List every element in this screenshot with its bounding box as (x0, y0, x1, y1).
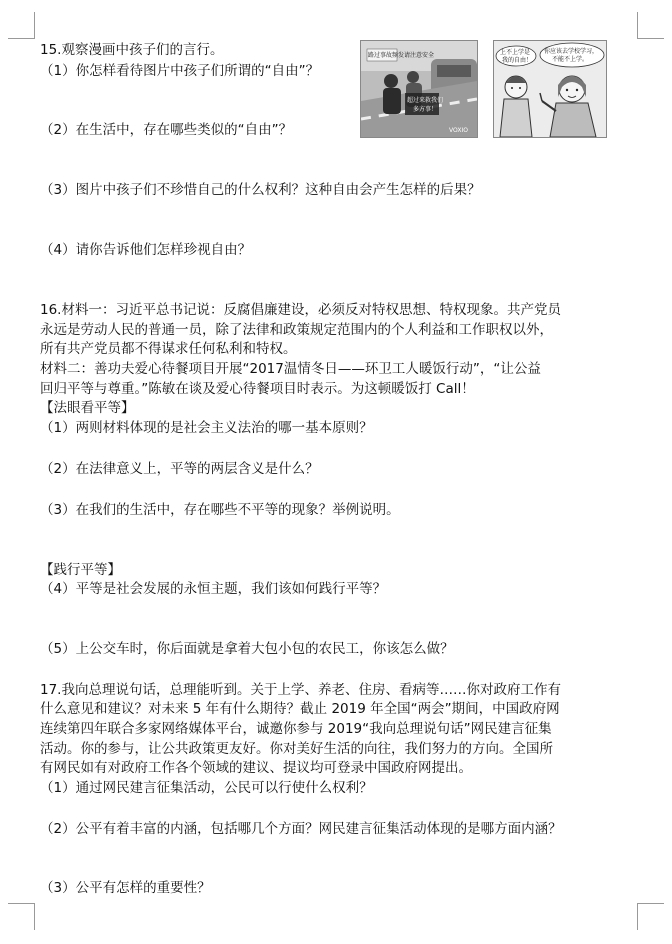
crop-mark-bottom-right (637, 903, 664, 930)
q16-sub3: （3）在我们的生活中，存在哪些不平等的现象？举例说明。 (40, 502, 400, 518)
q17-material-line1: 17.我向总理说句话，总理能听到。关于上学、养老、住房、看病等……你对政府工作有 (40, 682, 561, 698)
q17-material-line5: 有网民如有对政府工作各个领域的建议、提议均可登录中国政府网提出。 (40, 760, 472, 776)
q16-sub4: （4）平等是社会发展的永恒主题，我们该如何践行平等？ (40, 581, 387, 597)
comic1-caption-2: 多方事！ (413, 106, 438, 113)
comic2-bubble-left-2: 我的自由！ (502, 57, 533, 64)
crop-mark-top-right (637, 12, 664, 39)
q16-section-law-equality: 【法眼看平等】 (40, 400, 135, 416)
comic2-bubble-right-1: 你应该去学校学习， (544, 48, 599, 55)
q15-sub4: （4）请你告诉他们怎样珍视自由？ (40, 242, 252, 258)
q16-sub2: （2）在法律意义上，平等的两层含义是什么？ (40, 461, 319, 477)
q15-sub3: （3）图片中孩子们不珍惜自己的什么权利？这种自由会产生怎样的后果？ (40, 182, 481, 198)
comic1-sign-text: 路过事故频发请注意安全 (368, 52, 435, 59)
q16-material1-line1: 16.材料一：习近平总书记说：反腐倡廉建设，必须反对特权思想、特权现象。共产党员 (40, 302, 561, 318)
q15-sub2: （2）在生活中，存在哪些类似的“自由”？ (40, 122, 293, 138)
q15-sub1: （1）你怎样看待图片中孩子们所谓的“自由”？ (40, 63, 320, 79)
q16-sub1: （1）两则材料体现的是社会主义法治的哪一基本原则？ (40, 420, 373, 436)
comic1-caption: 超过来救我们 (407, 97, 444, 104)
q16-material2-line2: 回归平等与尊重。”陈敏在谈及爱心待餐项目时表示。为这顿暖饭打 Call！ (40, 381, 475, 397)
comic2-bubble-right-2: 不能不上学。 (552, 56, 589, 63)
q17-material-line2: 什么意见和建议？对未来 5 年有什么期待？截止 2019 年全国“两会”期间，中国政府网 (40, 701, 560, 717)
crop-mark-bottom-left (8, 903, 35, 930)
q16-material1-line3: 所有共产党员都不得谋求任何私利和特权。 (40, 341, 297, 357)
q16-material2-line1: 材料二：善功夫爱心待餐项目开展“2017温情冬日——环卫工人暖饭行动”，“让公益 (40, 361, 541, 377)
comic2-bubble-left-1: 上不上学是 (500, 49, 531, 56)
q15-title: 15.观察漫画中孩子们的言行。 (40, 42, 224, 58)
crop-mark-top-left (8, 12, 35, 39)
q16-material1-line2: 永远是劳动人民的普通一员，除了法律和政策规定范围内的个人利益和工作职权以外， (40, 322, 553, 338)
q17-material-line4: 活动。你的参与，让公共政策更友好。你对美好生活的向往，我们努力的方向。全国所 (40, 741, 553, 757)
q17-material-line3: 连续第四年联合多家网络媒体平台，诚邀你参与 2019“我向总理说句话”网民建言征集 (40, 721, 552, 737)
comic1-watermark: VOXIO (449, 127, 468, 134)
q17-sub3: （3）公平有怎样的重要性？ (40, 880, 211, 896)
q16-section-practice-equality: 【践行平等】 (40, 562, 121, 578)
q17-sub1: （1）通过网民建言征集活动，公民可以行使什么权利？ (40, 780, 373, 796)
q16-sub5: （5）上公交车时，你后面就是拿着大包小包的农民工，你该怎么做？ (40, 641, 454, 657)
q17-sub2: （2）公平有着丰富的内涵，包括哪几个方面？网民建言征集活动体现的是哪方面内涵？ (40, 821, 562, 837)
comic-image-road-crossing (360, 40, 478, 138)
comic-image-school-dialogue (493, 40, 607, 138)
